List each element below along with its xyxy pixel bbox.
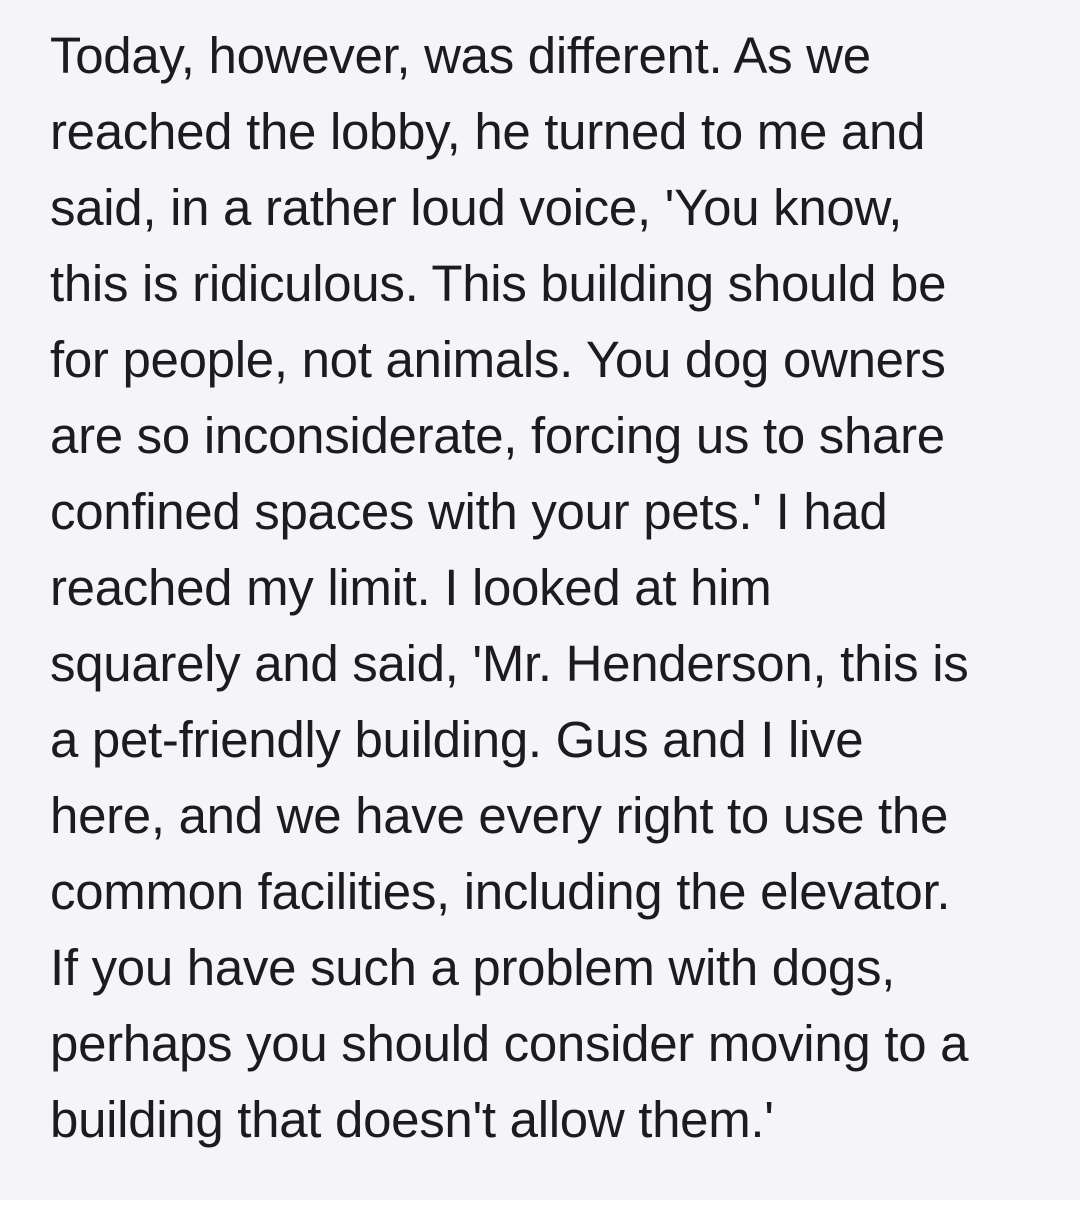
story-line: confined spaces with your pets.' I had [50, 483, 888, 540]
story-line: are so inconsiderate, forcing us to share [50, 407, 945, 464]
story-line: said, in a rather loud voice, 'You know, [50, 179, 903, 236]
story-line: squarely and said, 'Mr. Henderson, this is [50, 635, 969, 692]
story-line: reached the lobby, he turned to me and [50, 103, 926, 160]
story-paragraph [50, 18, 1040, 1158]
story-line: for people, not animals. You dog owners [50, 331, 946, 388]
story-line: perhaps you should consider moving to a [50, 1015, 969, 1072]
story-line: If you have such a problem with dogs, [50, 939, 896, 996]
story-line: Today, however, was different. As we [50, 27, 871, 84]
story-line: common facilities, including the elevator. [50, 863, 951, 920]
story-line: here, and we have every right to use the [50, 787, 949, 844]
story-line: building that doesn't allow them.' [50, 1091, 774, 1148]
story-line: this is ridiculous. This building should be [50, 255, 947, 312]
story-line: a pet-friendly building. Gus and I live [50, 711, 864, 768]
bottom-white-strip [0, 1200, 1080, 1215]
story-line: reached my limit. I looked at him [50, 559, 772, 616]
